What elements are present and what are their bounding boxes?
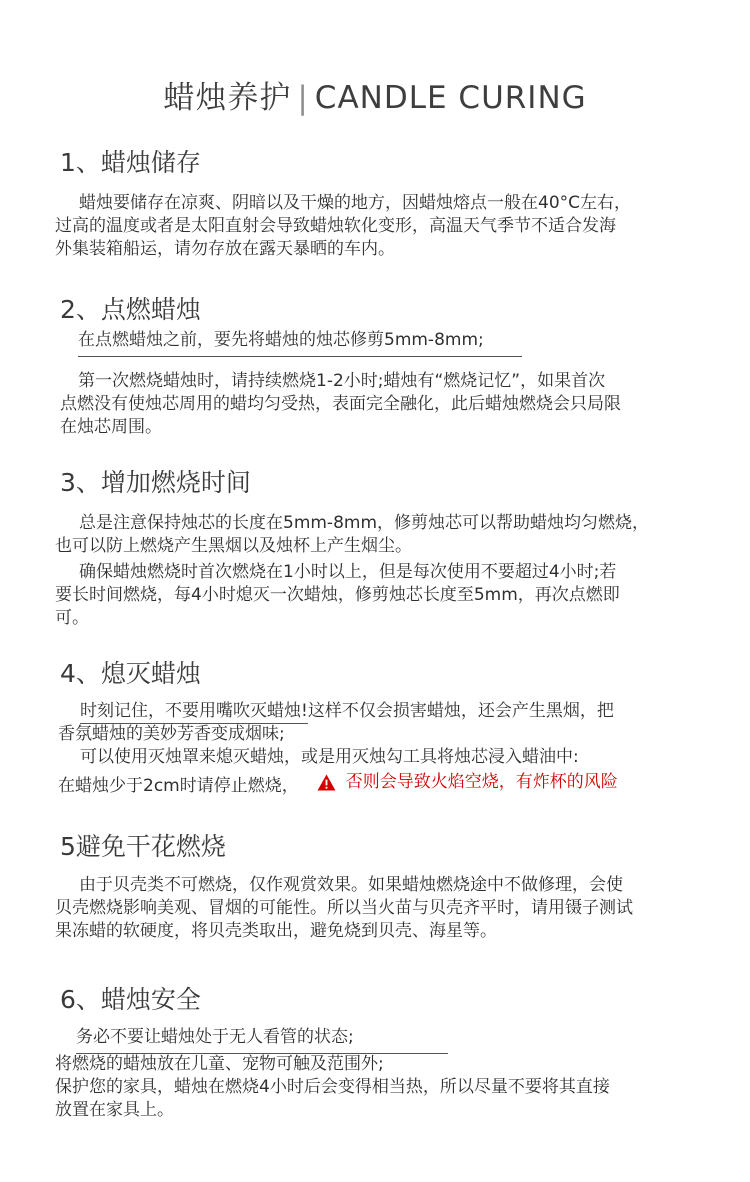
text-line: 也可以防上燃烧产生黑烟以及烛杯上产生烟尘。 xyxy=(55,536,412,556)
text-line: 外集装箱船运，请勿存放在露天暴晒的车内。 xyxy=(55,239,395,259)
text-line: 可以使用灭烛罩来熄灭蜡烛，或是用灭烛勾工具将烛芯浸入蜡油中: xyxy=(80,747,579,767)
text-line: 由于贝壳类不可燃烧，仅作观赏效果。如果蜡烛燃烧途中不做修理，会使 xyxy=(79,875,623,895)
text-line: 在烛芯周围。 xyxy=(60,417,162,437)
note-trim-wick: 在点燃蜡烛之前，要先将蜡烛的烛芯修剪5mm-8mm; xyxy=(78,329,522,357)
text-line: 在蜡烛少于2cm时请停止燃烧， xyxy=(58,776,299,796)
text-line: 总是注意保持烛芯的长度在5mm-8mm，修剪烛芯可以帮助蜡烛均匀燃烧， xyxy=(79,513,650,533)
warning-notice xyxy=(317,771,618,794)
warning-triangle-icon xyxy=(317,774,336,791)
text-line: 第一次燃烧蜡烛时，请持续燃烧1-2小时;蜡烛有“燃烧记忆”，如果首次 xyxy=(78,371,606,391)
text-line: 将燃烧的蜡烛放在儿童、宠物可触及范围外; xyxy=(55,1054,384,1074)
paragraph-increase-burn-time xyxy=(55,512,649,630)
text-line: 放置在家具上。 xyxy=(55,1100,174,1120)
page-title xyxy=(0,72,750,117)
title-en: CANDLE CURING xyxy=(314,80,587,116)
paragraph-light-candle xyxy=(60,370,621,439)
warning-text: 否则会导致火焰空烧，有炸杯的风险 xyxy=(345,772,618,792)
title-separator: | xyxy=(297,80,309,116)
text-line: 确保蜡烛燃烧时首次燃烧在1小时以上，但是每次使用不要超过4小时;若 xyxy=(79,562,617,582)
text-line: 贝壳燃烧影响美观、冒烟的可能性。所以当火苗与贝壳齐平时，请用镊子测试 xyxy=(55,898,633,918)
text-line: 可。 xyxy=(55,608,89,628)
paragraph-avoid-dried-flower-burning xyxy=(55,874,633,943)
text-line: 过高的温度或者是太阳直射会导致蜡烛软化变形，高温天气季节不适合发海 xyxy=(55,216,616,236)
paragraph-candle-safety xyxy=(55,1053,610,1122)
note-never-unattended: 务必不要让蜡烛处于无人看管的状态; xyxy=(76,1026,448,1054)
heading-avoid-dried-flower-burning: 5避免干花燃烧 xyxy=(60,832,226,861)
title-cn: 蜡烛养护 xyxy=(163,80,292,116)
text-line: 点燃没有使烛芯周用的蜡均匀受热，表面完全融化，此后蜡烛燃烧会只局限 xyxy=(60,394,621,414)
heading-light-candle: 2、点燃蜡烛 xyxy=(60,295,201,324)
paragraph-extinguish-candle xyxy=(58,700,618,798)
text-line: 这样不仅会损害蜡烛，还会产生黑烟，把 xyxy=(307,701,614,721)
text-line: 要长时间燃烧，每4小时熄灭一次蜡烛，修剪烛芯长度至5mm，再次点燃即 xyxy=(55,585,620,605)
text-line: 果冻蜡的软硬度，将贝壳类取出，避免烧到贝壳、海星等。 xyxy=(55,921,497,941)
paragraph-candle-storage xyxy=(55,192,631,261)
underlined-warning-text: 时刻记住，不要用嘴吹灭蜡烛! xyxy=(80,701,308,724)
heading-extinguish-candle: 4、熄灭蜡烛 xyxy=(60,659,201,688)
text-line: 蜡烛要储存在凉爽、阴暗以及干燥的地方，因蜡烛熔点一般在40°C左右， xyxy=(79,193,632,213)
text-line: 保护您的家具，蜡烛在燃烧4小时后会变得相当热，所以尽量不要将其直接 xyxy=(55,1077,610,1097)
heading-candle-safety: 6、蜡烛安全 xyxy=(60,985,201,1014)
heading-candle-storage: 1、蜡烛储存 xyxy=(60,148,201,177)
text-line: 香氛蜡烛的美妙芳香变成烟味; xyxy=(58,724,285,744)
heading-increase-burn-time: 3、增加燃烧时间 xyxy=(60,468,251,497)
